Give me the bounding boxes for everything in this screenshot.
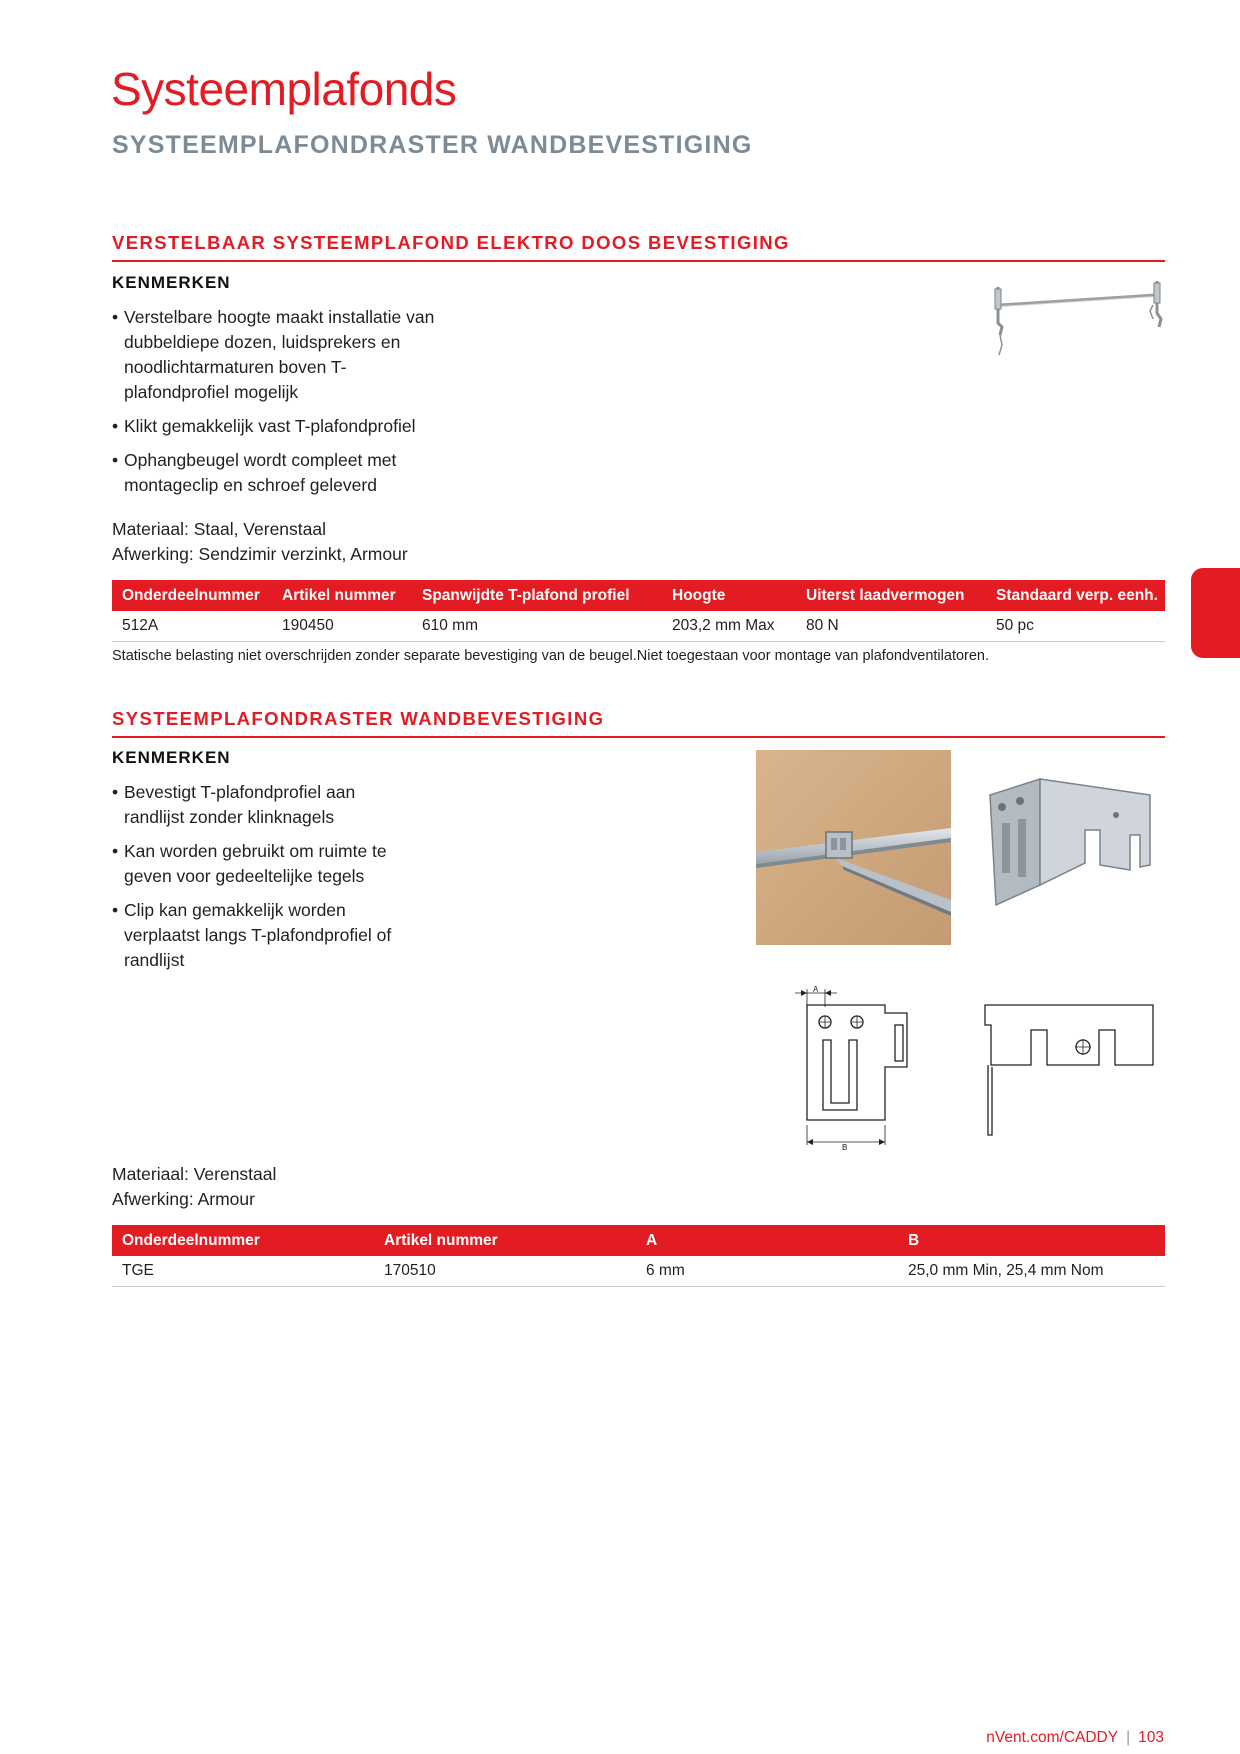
- table-cell: TGE: [112, 1256, 374, 1287]
- dimension-label-a: A: [813, 985, 819, 994]
- section1-spec-table: [112, 580, 1165, 642]
- table-row: [112, 611, 1165, 642]
- table-cell: 170510: [374, 1256, 636, 1287]
- finish-text: Afwerking: Armour: [112, 1189, 255, 1209]
- section1-feature-list: [112, 305, 442, 507]
- feature-item: • Kan worden gebruikt om ruimte te geven voor gedeeltelijke tegels: [112, 839, 412, 889]
- column-header: Onderdeelnummer: [112, 1225, 374, 1256]
- material-text: Materiaal: Staal, Verenstaal: [112, 519, 327, 539]
- column-header: Artikel nummer: [374, 1225, 636, 1256]
- table-cell: 25,0 mm Min, 25,4 mm Nom: [898, 1256, 1165, 1287]
- table-cell: 50 pc: [986, 611, 1165, 642]
- page-subtitle: SYSTEEMPLAFONDRASTER WANDBEVESTIGING: [112, 131, 753, 159]
- column-header: Onderdeelnummer: [112, 580, 272, 611]
- column-header: Spanwijdte T-plafond profiel: [412, 580, 662, 611]
- table-cell: 190450: [272, 611, 412, 642]
- table-row: [112, 1256, 1165, 1287]
- page-number: 103: [1138, 1729, 1164, 1746]
- dimension-label-b: B: [842, 1143, 848, 1152]
- section1-features-heading: KENMERKEN: [112, 273, 231, 292]
- installation-photo: [756, 750, 951, 945]
- technical-drawing: [785, 985, 1175, 1157]
- column-header: Standaard verp. eenh.: [986, 580, 1165, 611]
- table-cell: 6 mm: [636, 1256, 898, 1287]
- section1-note: Statische belasting niet overschrijden zonder separate bevestiging van de beugel.Niet toegestaan voor montage van plafondventilatoren.: [112, 648, 990, 664]
- table-header-row: [112, 1225, 1165, 1256]
- finish-text: Afwerking: Sendzimir verzinkt, Armour: [112, 544, 408, 564]
- section1-heading: VERSTELBAAR SYSTEEMPLAFOND ELEKTRO DOOS BEVESTIGING: [112, 234, 1165, 262]
- page-title: Systeemplafonds: [111, 63, 457, 115]
- bar-hanger-image: [990, 275, 1170, 360]
- column-header: Artikel nummer: [272, 580, 412, 611]
- column-header: Hoogte: [662, 580, 796, 611]
- table-cell: 512A: [112, 611, 272, 642]
- feature-item: • Klikt gemakkelijk vast T-plafondprofiel: [112, 414, 442, 439]
- column-header: B: [898, 1225, 1165, 1256]
- footer-separator: |: [1126, 1729, 1131, 1746]
- table-header-row: [112, 580, 1165, 611]
- section2-features-heading: KENMERKEN: [112, 748, 231, 767]
- section1-material-block: [112, 517, 408, 567]
- table-cell: 610 mm: [412, 611, 662, 642]
- chapter-tab: [1191, 568, 1240, 658]
- wall-clip-image: [980, 775, 1155, 915]
- section2-spec-table: [112, 1225, 1165, 1287]
- section2-feature-list: [112, 780, 412, 982]
- feature-item: • Ophangbeugel wordt compleet met montageclip en schroef geleverd: [112, 448, 442, 498]
- table-cell: 80 N: [796, 611, 986, 642]
- page-footer: [986, 1729, 1164, 1747]
- feature-item: • Bevestigt T-plafondprofiel aan randlijst zonder klinknagels: [112, 780, 412, 830]
- feature-item: • Clip kan gemakkelijk worden verplaatst langs T-plafondprofiel of randlijst: [112, 898, 412, 973]
- column-header: A: [636, 1225, 898, 1256]
- section2-heading: SYSTEEMPLAFONDRASTER WANDBEVESTIGING: [112, 710, 1165, 738]
- table-cell: 203,2 mm Max: [662, 611, 796, 642]
- column-header: Uiterst laadvermogen: [796, 580, 986, 611]
- material-text: Materiaal: Verenstaal: [112, 1164, 277, 1184]
- section2-material-block: [112, 1162, 276, 1212]
- footer-url[interactable]: nVent.com/CADDY: [986, 1729, 1119, 1746]
- feature-item: • Verstelbare hoogte maakt installatie van dubbeldiepe dozen, luidsprekers en noodlichtarmaturen boven T-plafondprofiel mogelijk: [112, 305, 442, 405]
